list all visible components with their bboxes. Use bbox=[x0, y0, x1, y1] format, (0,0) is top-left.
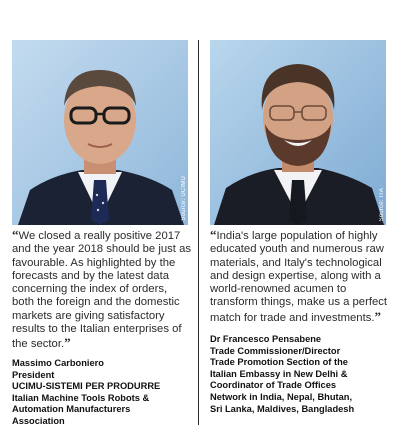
portrait-photo-right bbox=[210, 40, 386, 225]
portrait-illustration-right bbox=[210, 40, 386, 225]
author-org-line: Network in India, Nepal, Bhutan, bbox=[210, 391, 353, 402]
author-block-right bbox=[210, 334, 390, 415]
quote-text-right: India's large population of highly educated youth and numerous raw materials, and Italy's technological and design expertise, along with a world-renowned acumen to transform things, make us a perfect match for trade and investments. bbox=[210, 230, 388, 324]
close-quote-mark: ” bbox=[374, 308, 382, 324]
author-name-right: Dr Francesco Pensabene bbox=[210, 334, 322, 344]
author-org-line: Association bbox=[12, 415, 65, 426]
open-quote-mark: “ bbox=[12, 227, 19, 242]
author-org-line: Sri Lanka, Maldives, Bangladesh bbox=[210, 403, 355, 414]
quote-left bbox=[12, 228, 192, 352]
author-org-line: Italian Embassy in New Delhi & bbox=[210, 368, 348, 379]
quote-text-left: We closed a really positive 2017 and the year 2018 should be just as favourable. As highlighted by the forecasts and by the latest data concerning the index of orders, both the foreign and the domestic markets are giving satisfactory results to the Italian enterprises of the sector. bbox=[12, 230, 191, 351]
author-block-left bbox=[12, 358, 192, 428]
photo-source-credit-right: Source: ITA bbox=[379, 187, 385, 221]
photo-source-credit-left: Source: UCIMU bbox=[181, 176, 187, 221]
author-org-line: Coordinator of Trade Offices bbox=[210, 380, 337, 391]
author-title-left: President bbox=[12, 369, 55, 380]
author-org-line: Trade Promotion Section of the bbox=[210, 357, 348, 368]
author-name-left: Massimo Carboniero bbox=[12, 358, 104, 368]
author-org-line: Italian Machine Tools Robots & bbox=[12, 392, 150, 403]
author-org-line: Automation Manufacturers bbox=[12, 404, 131, 415]
portrait-illustration-left bbox=[12, 40, 188, 225]
column-divider bbox=[198, 40, 199, 425]
author-org-left: UCIMU-SISTEMI PER PRODURRE bbox=[12, 381, 161, 392]
author-title-right: Trade Commissioner/Director bbox=[210, 345, 341, 356]
close-quote-mark: ” bbox=[64, 335, 71, 351]
open-quote-mark: “ bbox=[210, 227, 217, 242]
portrait-photo-left bbox=[12, 40, 188, 225]
quote-right bbox=[210, 228, 390, 325]
